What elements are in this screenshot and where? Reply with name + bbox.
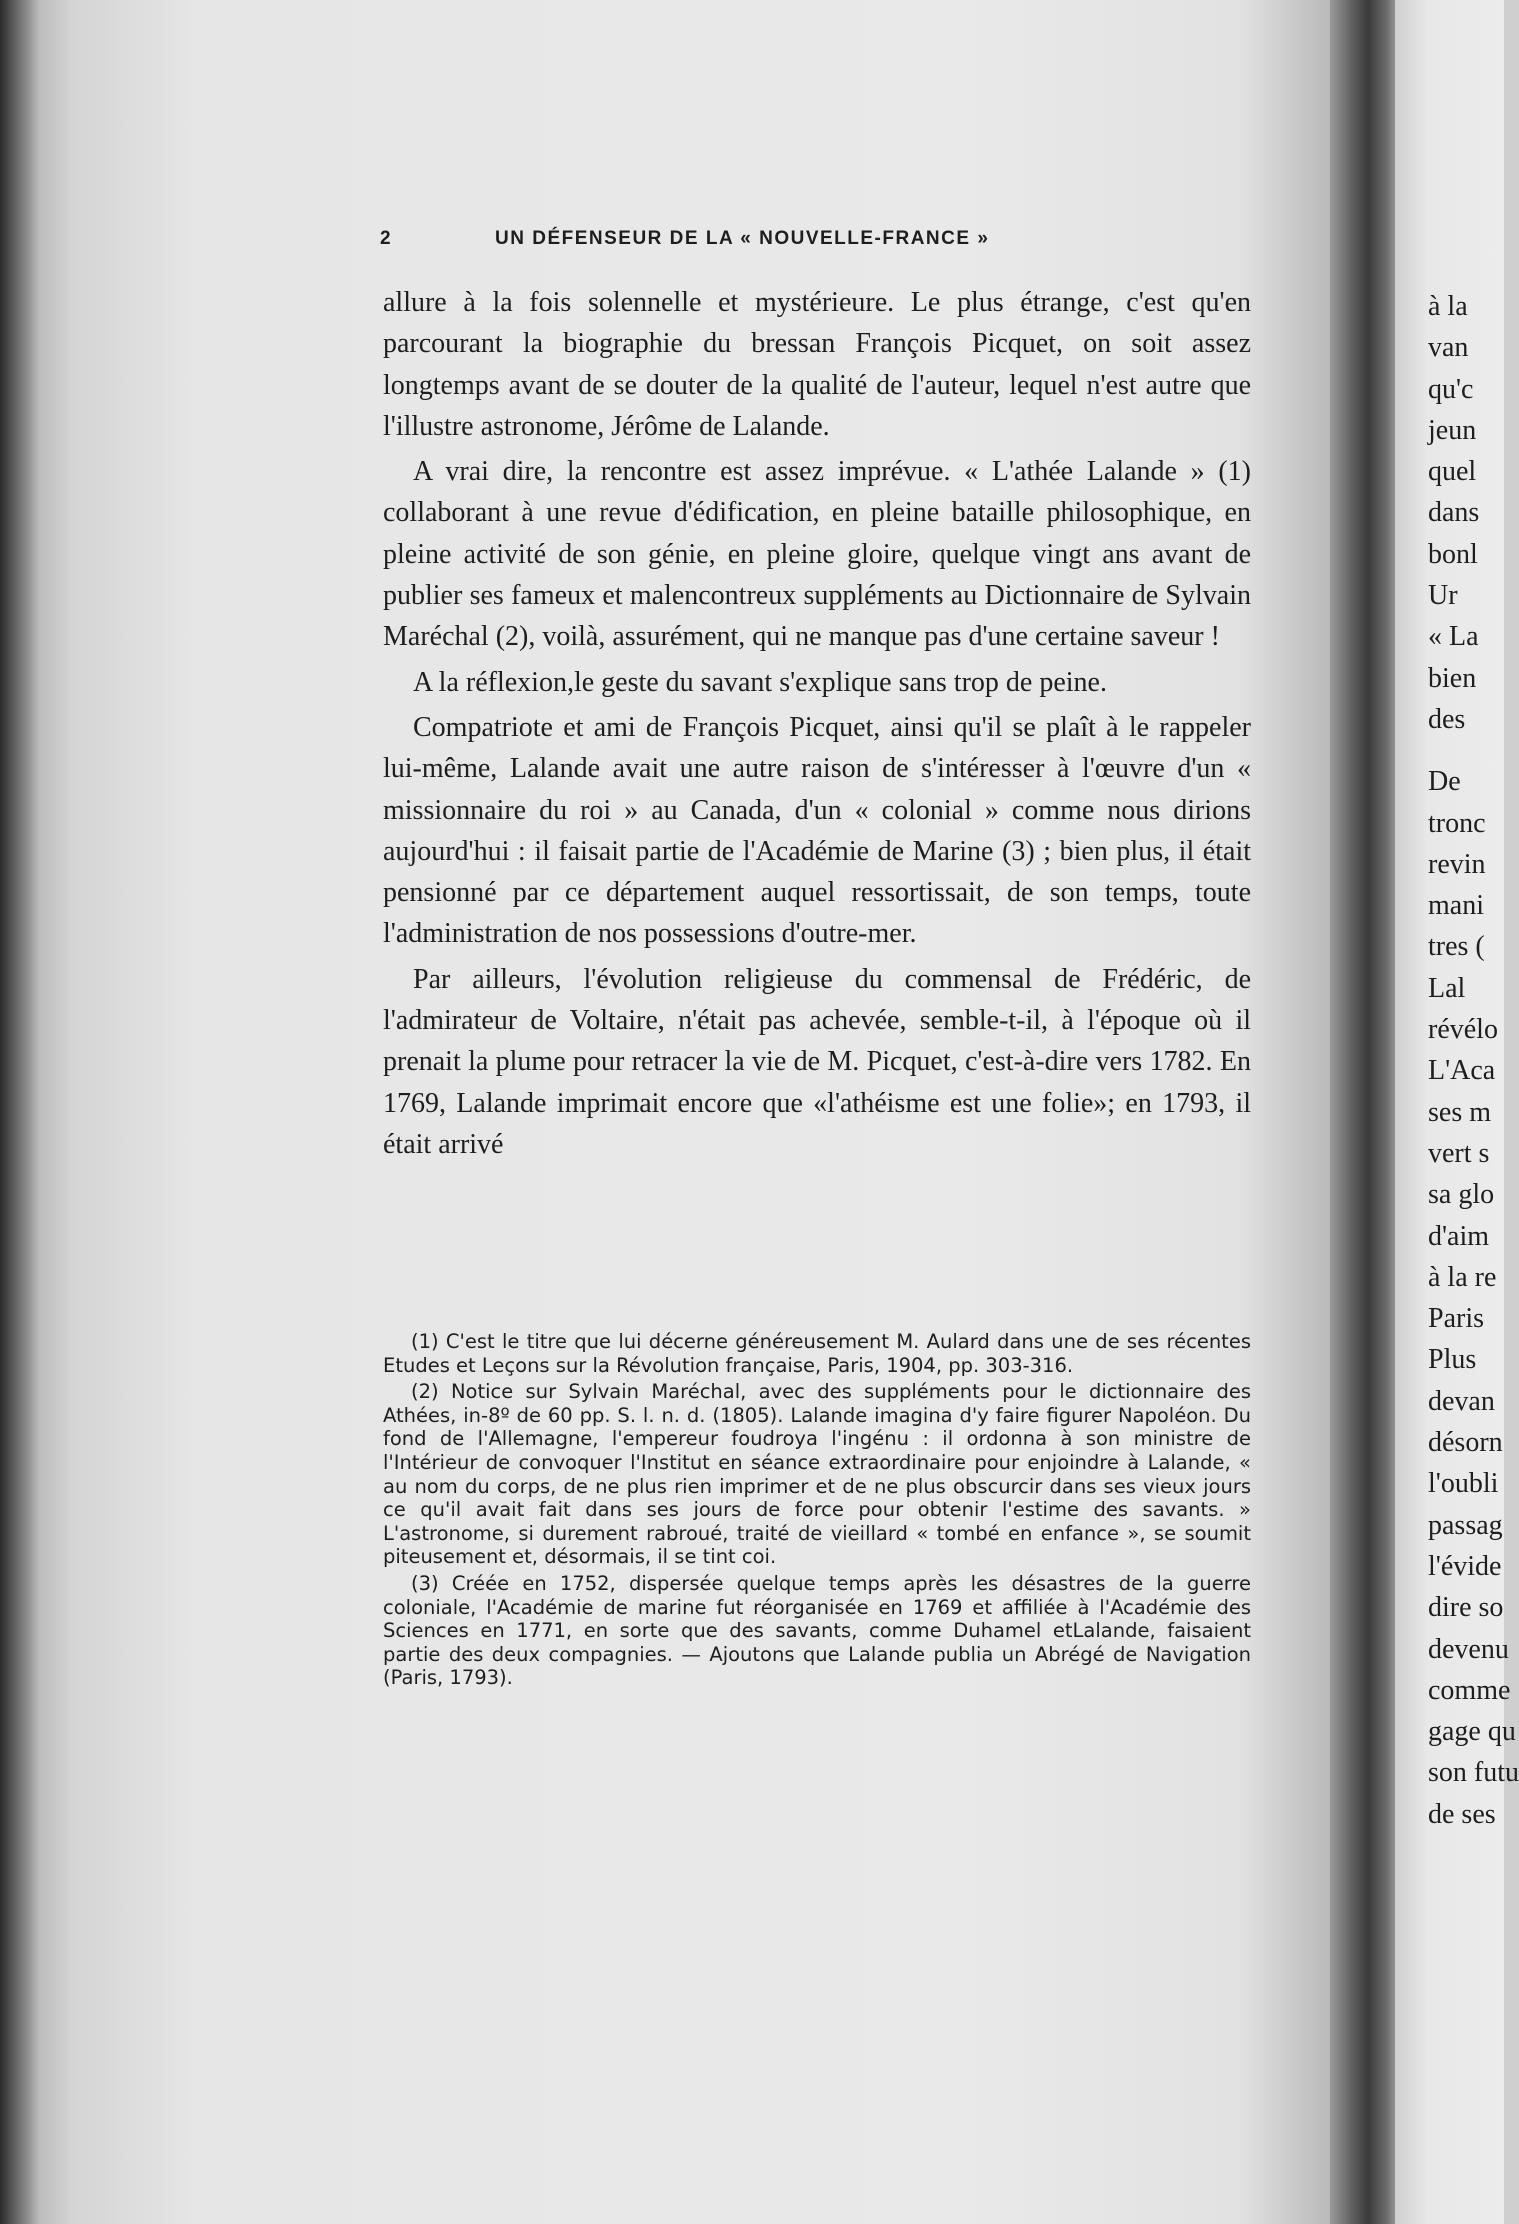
right-page-line: comme (1428, 1674, 1511, 1706)
right-page-line: tronc (1428, 807, 1486, 839)
right-page-line: passag (1428, 1509, 1503, 1541)
book-gutter (1330, 0, 1400, 2224)
right-page-line: désorn (1428, 1427, 1503, 1459)
right-page-line: sa glo (1428, 1179, 1495, 1211)
right-page-line: van (1428, 332, 1469, 364)
right-page-line: révélo (1428, 1014, 1498, 1046)
right-page-line: ses m (1428, 1096, 1491, 1128)
body-paragraph: A vrai dire, la rencontre est assez imprévue. « L'athée Lalande » (1) collaborant à une revue d'édification, en pleine bataille philosophique, en pleine activité de son génie, en pleine gloire, quelque vingt ans avant de publier ses fameux et malencontreux suppléments au Dictionnaire de Sylvain Maréchal (2), voilà, assurément, qui ne manque pas d'une certaine saveur ! (383, 456, 1251, 653)
footnote: (1) C'est le titre que lui décerne généreusement M. Aulard dans une de ses récentes Etudes et Leçons sur la Révolution française, Paris, 1904, pp. 303-316. (383, 1330, 1251, 1377)
right-page-line: devenu (1428, 1633, 1509, 1665)
right-page-line: à la (1428, 291, 1468, 322)
body-paragraph: A la réflexion,le geste du savant s'explique sans trop de peine. (413, 666, 1107, 698)
footnotes (383, 1330, 1251, 1690)
body-paragraph: Compatriote et ami de François Picquet, ainsi qu'il se plaît à le rappeler lui-même, Lalande avait une autre raison de s'intéresser à l'œuvre d'un « missionnaire du roi » au Canada, d'un « colonial » comme nous dirions aujourd'hui : il faisait partie de l'Académie de Marine (3) ; bien plus, il était pensionné par ce département auquel ressortissait, de son temps, toute l'administration de nos possessions d'outre-mer. (383, 711, 1251, 950)
body-paragraph: allure à la fois solennelle et mystérieure. Le plus étrange, c'est qu'en parcourant la biographie du bressan François Picquet, on soit assez longtemps avant de se douter de la qualité de l'auteur, lequel n'est autre que l'illustre astronome, Jérôme de Lalande. (383, 287, 1251, 442)
right-page-line: jeun (1428, 414, 1477, 446)
right-page-gap (1428, 740, 1504, 761)
right-page-line: « La (1428, 621, 1479, 653)
right-page-line: L'Aca (1428, 1055, 1496, 1087)
right-page-line: à la re (1428, 1261, 1497, 1293)
running-title: UN DÉFENSEUR DE LA « NOUVELLE-FRANCE » (495, 228, 990, 249)
right-page-line: tres ( (1428, 931, 1485, 963)
right-page-line: bonl (1428, 538, 1478, 570)
right-page-line: De (1428, 766, 1461, 798)
right-page-line: gage qu (1428, 1716, 1516, 1748)
book-binding-left (0, 0, 80, 2224)
running-head (380, 228, 1240, 262)
body-paragraph: Par ailleurs, l'évolution religieuse du commensal de Frédéric, de l'admirateur de Voltaire, n'était pas achevée, semble-t-il, à l'époque où il prenait la plume pour retracer la vie de M. Picquet, c'est-à-dire vers 1782. En 1769, Lalande imprimait encore que «l'athéisme est une folie»; en 1793, il était arrivé (383, 963, 1251, 1160)
right-page-line: qu'c (1428, 373, 1474, 405)
footnote: (3) Créée en 1752, dispersée quelque temps après les désastres de la guerre coloniale, l'Académie de marine fut réorganisée en 1769 et affiliée à l'Académie des Sciences en 1771, en sorte que des savants, comme Duhamel etLalande, faisaient partie des deux compagnies. — Ajoutons que Lalande publia un Abrégé de Navigation (Paris, 1793). (383, 1571, 1251, 1690)
right-page-line: Ur (1428, 580, 1458, 612)
right-page-line: bien (1428, 662, 1477, 694)
footnote: (2) Notice sur Sylvain Maréchal, avec des suppléments pour le dictionnaire des Athées, in-8º de 60 pp. S. l. n. d. (1805). Lalande imagina d'y faire figurer Napoléon. Du fond de l'Allemagne, l'empereur foudroya l'ingénu : il ordonna à son ministre de l'Intérieur de convoquer l'Institut en séance extraordinaire pour enjoindre à Lalande, « au nom du corps, de ne plus rien imprimer et de ne plus obscurcir dans ses vieux jours ce qu'il avait fait dans ses jours de force pour obtenir l'estime des savants. » L'astronome, si durement rabroué, traité de vieillard « tombé en enfance », se soumit piteusement et, désormais, il se tint coi. (383, 1380, 1251, 1569)
right-page-line: son futu (1428, 1757, 1519, 1789)
right-page-line: Plus (1428, 1344, 1477, 1376)
right-page-line: dans (1428, 497, 1480, 529)
right-page-line: d'aim (1428, 1220, 1490, 1252)
body-text (383, 282, 1251, 1165)
right-page-line: l'évide (1428, 1550, 1502, 1582)
right-page-line: vert s (1428, 1137, 1490, 1169)
right-page-line: devan (1428, 1385, 1495, 1417)
right-page-line: Paris (1428, 1303, 1484, 1335)
right-page-line: revin (1428, 848, 1486, 880)
right-page-line: mani (1428, 890, 1484, 922)
right-page-line: des (1428, 703, 1466, 735)
right-page-line: quel (1428, 456, 1477, 488)
right-page-line: de ses (1428, 1798, 1496, 1830)
right-page-line: dire so (1428, 1592, 1504, 1624)
right-page-line: Lal (1428, 972, 1466, 1004)
right-page-text-fragment (1428, 286, 1519, 2116)
right-page-line: l'oubli (1428, 1468, 1499, 1500)
page-number: 2 (380, 228, 393, 249)
